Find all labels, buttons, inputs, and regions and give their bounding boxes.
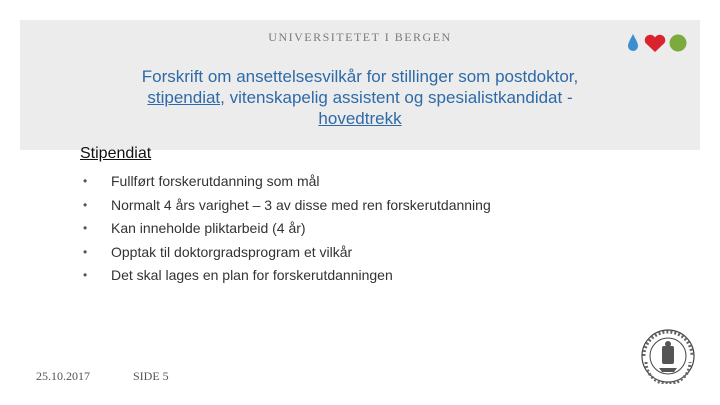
title-part-1: Forskrift om ansettelsesvilkår for stillinger som postdoktor, xyxy=(141,67,579,86)
bullet-dot: • xyxy=(83,244,88,259)
drop-icon xyxy=(628,34,638,51)
heart-icon xyxy=(645,35,665,52)
logo-icons xyxy=(626,33,688,53)
university-seal-icon xyxy=(640,328,696,384)
bullet-text: Opptak til doktorgradsprogram et vilkår xyxy=(111,243,353,260)
bullet-text: Det skal lages en plan for forskerutdanningen xyxy=(111,267,393,283)
list-item xyxy=(80,241,491,265)
bullet-text: Normalt 4 års varighet – 3 av disse med ren forskerutdanning xyxy=(111,196,491,213)
bullet-text: Kan inneholde pliktarbeid (4 år) xyxy=(111,220,306,236)
list-item xyxy=(80,194,491,218)
footer-page-number: SIDE 5 xyxy=(133,369,169,383)
bullet-text: Fullført forskerutdanning som mål xyxy=(111,173,320,189)
list-item xyxy=(80,264,491,288)
list-item xyxy=(80,170,491,194)
title-link-stipendiat[interactable]: stipendiat xyxy=(147,88,221,107)
bullet-dot: • xyxy=(83,221,88,235)
section-heading: Stipendiat xyxy=(80,145,152,162)
bullet-dot: • xyxy=(83,268,88,282)
footer-date: 25.10.2017 xyxy=(36,369,90,383)
bullet-list xyxy=(80,170,491,288)
list-item xyxy=(80,217,491,241)
title-part-3: , vitenskapelig assistent og spesialistkandidat - xyxy=(220,88,573,107)
slide-title xyxy=(80,66,640,129)
bullet-dot: • xyxy=(83,197,88,212)
title-link-hovedtrekk[interactable]: hovedtrekk xyxy=(318,109,402,128)
bullet-dot: • xyxy=(83,174,88,188)
circle-icon xyxy=(670,35,687,52)
university-name: UNIVERSITETET I BERGEN xyxy=(268,30,452,44)
